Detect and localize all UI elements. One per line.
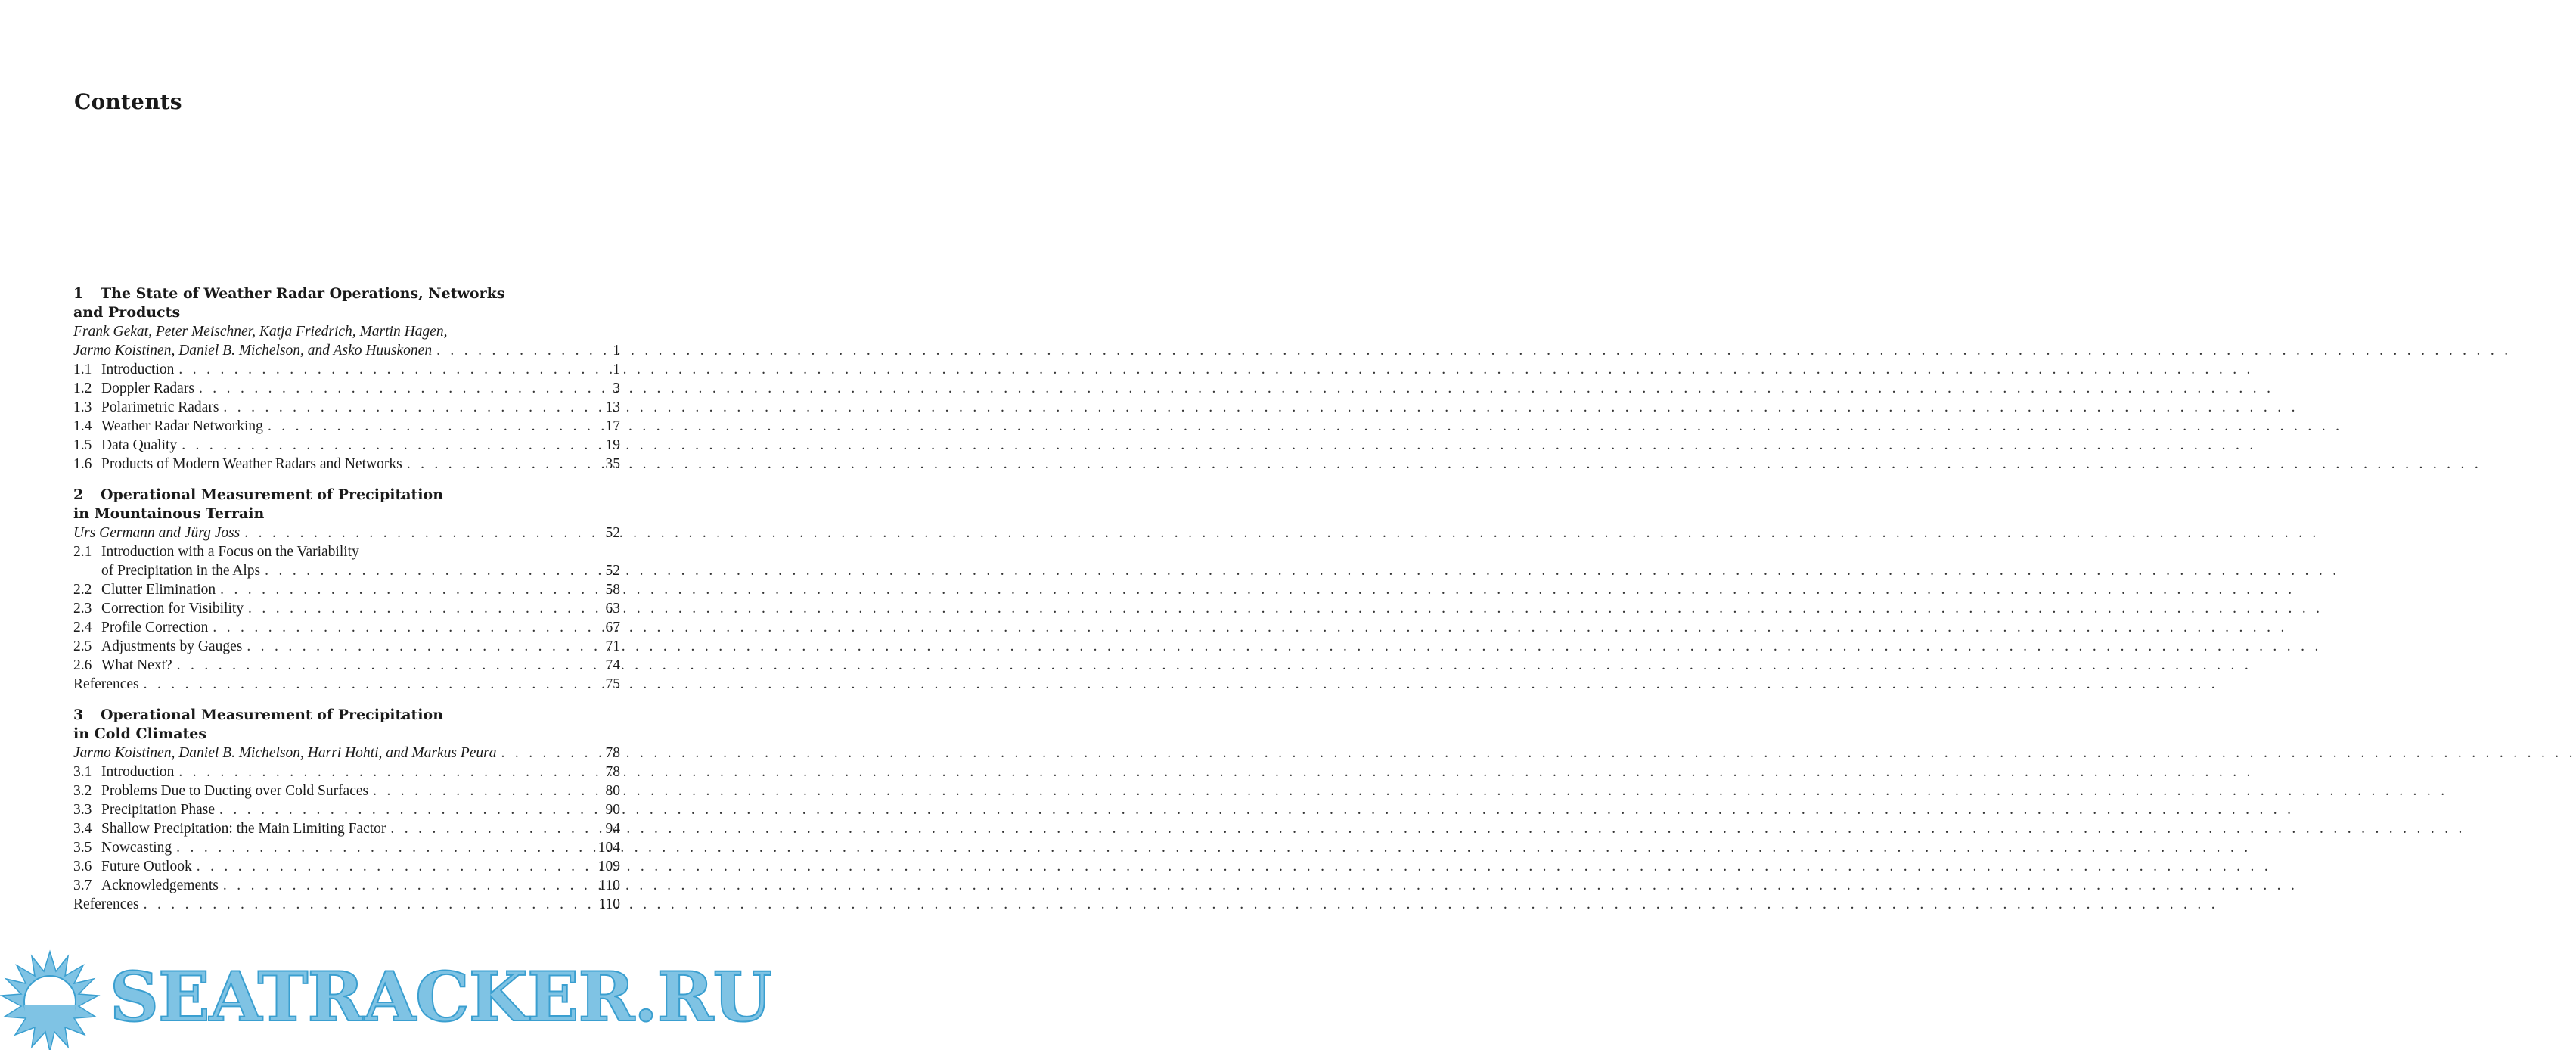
toc-entry[interactable]	[73, 763, 620, 781]
dot-leader	[223, 398, 591, 417]
toc-entry-references[interactable]	[73, 675, 620, 694]
section-title: Future Outlook	[101, 859, 192, 874]
dot-leader	[213, 618, 591, 637]
toc-entry[interactable]	[73, 580, 620, 599]
toc-entry[interactable]	[73, 360, 620, 379]
chapter-title-cont[interactable]	[73, 505, 620, 523]
section-number: 3.1	[73, 764, 92, 780]
chapter-authors-entry[interactable]	[73, 341, 620, 360]
chapter-1	[73, 284, 620, 474]
section-title: Polarimetric Radars	[101, 399, 219, 415]
chapter-title-cont[interactable]	[73, 303, 620, 322]
chapter-title-line1: The State of Weather Radar Operations, Networks	[101, 285, 505, 302]
page-number: 1	[613, 343, 620, 359]
section-number: 2.6	[73, 657, 92, 673]
chapter-title-line2: in Mountainous Terrain	[73, 505, 265, 522]
toc-entry-cont[interactable]	[73, 561, 620, 580]
toc-entry[interactable]	[73, 876, 620, 895]
toc-entry-references[interactable]	[73, 895, 620, 914]
section-number: 1.1	[73, 362, 92, 377]
chapter-title[interactable]	[73, 284, 620, 303]
section-title: Doppler Radars	[101, 381, 194, 396]
dot-leader	[244, 523, 591, 542]
page-number: 52	[605, 525, 620, 541]
page-number: 71	[605, 638, 620, 654]
page-number: 58	[605, 582, 620, 598]
chapter-authors-entry[interactable]	[73, 744, 620, 763]
toc-entry[interactable]	[73, 838, 620, 857]
dot-leader	[407, 455, 591, 474]
section-title: Products of Modern Weather Radars and Networks	[101, 456, 402, 472]
chapter-authors: Urs Germann and Jürg Joss	[73, 525, 241, 541]
chapter-title-line2: and Products	[73, 304, 181, 321]
section-title: Introduction	[101, 764, 175, 780]
toc-entry[interactable]	[73, 417, 620, 436]
page-number: 35	[605, 456, 620, 472]
chapter-title-cont[interactable]	[73, 725, 620, 744]
chapter-title-line1: Operational Measurement of Precipitation	[101, 486, 444, 503]
toc-entry[interactable]	[73, 618, 620, 637]
dot-leader	[178, 763, 591, 781]
toc-entry[interactable]	[73, 800, 620, 819]
section-title: Correction for Visibility	[101, 601, 244, 617]
section-number: 3.2	[73, 783, 92, 799]
page-number: 110	[598, 896, 620, 912]
section-title: Clutter Elimination	[101, 582, 216, 598]
dot-leader	[182, 436, 591, 455]
page-number: 90	[605, 802, 620, 818]
dot-leader	[501, 744, 592, 763]
toc-entry[interactable]	[73, 542, 620, 561]
dot-leader	[248, 599, 591, 618]
toc-entry[interactable]	[73, 857, 620, 876]
page-number: 78	[605, 745, 620, 761]
page-number: 74	[605, 657, 620, 673]
toc-entry[interactable]	[73, 781, 620, 800]
section-title-cont: of Precipitation in the Alps	[101, 563, 261, 579]
toc-entry[interactable]	[73, 819, 620, 838]
page-number: 3	[613, 381, 620, 396]
section-number: 1.4	[73, 418, 92, 434]
section-title: Profile Correction	[101, 620, 209, 635]
page-number: 1	[613, 362, 620, 377]
section-title: Shallow Precipitation: the Main Limiting Factor	[101, 821, 386, 837]
section-number: 1.2	[73, 381, 92, 396]
chapter-number: 2	[73, 486, 84, 503]
watermark-text: SEATRACKER.RU	[110, 957, 771, 1037]
dot-leader	[223, 876, 591, 895]
dot-leader	[268, 417, 591, 436]
page-number: 80	[605, 783, 620, 799]
section-title: Introduction with a Focus on the Variability	[101, 544, 359, 560]
dot-leader	[176, 838, 591, 857]
toc-entry[interactable]	[73, 656, 620, 675]
section-number: 2.5	[73, 638, 92, 654]
section-title: Adjustments by Gauges	[101, 638, 243, 654]
page-number: 78	[605, 764, 620, 780]
section-number: 3.3	[73, 802, 92, 818]
chapter-3	[73, 706, 620, 914]
chapter-title[interactable]	[73, 486, 620, 505]
chapter-title-line2: in Cold Climates	[73, 725, 207, 742]
chapter-number: 1	[73, 285, 84, 302]
toc-entry[interactable]	[73, 455, 620, 474]
toc-entry[interactable]	[73, 599, 620, 618]
page-number: 63	[605, 601, 620, 617]
dot-leader	[219, 800, 591, 819]
page-number: 75	[605, 676, 620, 692]
dot-leader	[390, 819, 591, 838]
section-number: 1.5	[73, 437, 92, 453]
chapter-authors-line2: Jarmo Koistinen, Daniel B. Michelson, and Asko Huuskonen	[73, 343, 433, 359]
section-title: Precipitation Phase	[101, 802, 216, 818]
references-title: References	[73, 896, 139, 912]
chapter-number: 3	[73, 707, 84, 723]
section-number: 3.7	[73, 878, 92, 893]
page-number: 17	[605, 418, 620, 434]
page-number: 110	[598, 878, 620, 893]
section-number: 3.4	[73, 821, 92, 837]
chapter-authors-entry[interactable]	[73, 523, 620, 542]
dot-leader	[373, 781, 591, 800]
toc-entry[interactable]	[73, 379, 620, 398]
section-number: 2.1	[73, 544, 92, 560]
section-number: 2.2	[73, 582, 92, 598]
page-number: 19	[605, 437, 620, 453]
dot-leader	[247, 637, 591, 656]
section-title: Problems Due to Ducting over Cold Surfaces	[101, 783, 369, 799]
section-title: Data Quality	[101, 437, 178, 453]
dot-leader	[199, 379, 591, 398]
section-title: Introduction	[101, 362, 175, 377]
dot-leader	[177, 656, 591, 675]
page-number: 104	[597, 840, 620, 856]
page-title: Contents	[74, 89, 182, 114]
chapter-authors-line1: Frank Gekat, Peter Meischner, Katja Friedrich, Martin Hagen,	[73, 324, 448, 340]
page-number: 94	[605, 821, 620, 837]
section-number: 3.5	[73, 840, 92, 856]
chapter-title[interactable]	[73, 706, 620, 725]
chapter-2	[73, 486, 620, 694]
dot-leader	[265, 561, 591, 580]
toc-entry[interactable]	[73, 637, 620, 656]
chapter-authors: Jarmo Koistinen, Daniel B. Michelson, Harri Hohti, and Markus Peura	[73, 745, 497, 761]
page-number: 13	[605, 399, 620, 415]
references-title: References	[73, 676, 139, 692]
dot-leader	[197, 857, 591, 876]
page-number: 67	[605, 620, 620, 635]
dot-leader	[220, 580, 591, 599]
section-number: 1.3	[73, 399, 92, 415]
section-title: Weather Radar Networking	[101, 418, 263, 434]
chapter-title-line1: Operational Measurement of Precipitation	[101, 707, 444, 723]
dot-leader	[144, 895, 591, 914]
section-number: 2.4	[73, 620, 92, 635]
section-title: Acknowledgements	[101, 878, 219, 893]
section-number: 3.6	[73, 859, 92, 874]
page-number: 52	[605, 563, 620, 579]
table-of-contents	[73, 284, 620, 926]
section-title: Nowcasting	[101, 840, 172, 856]
toc-entry[interactable]	[73, 436, 620, 455]
section-title: What Next?	[101, 657, 172, 673]
section-number: 1.6	[73, 456, 92, 472]
toc-entry[interactable]	[73, 398, 620, 417]
page-number: 109	[597, 859, 620, 874]
section-number: 2.3	[73, 601, 92, 617]
dot-leader	[178, 360, 591, 379]
dot-leader	[144, 675, 591, 694]
dot-leader	[436, 341, 591, 360]
